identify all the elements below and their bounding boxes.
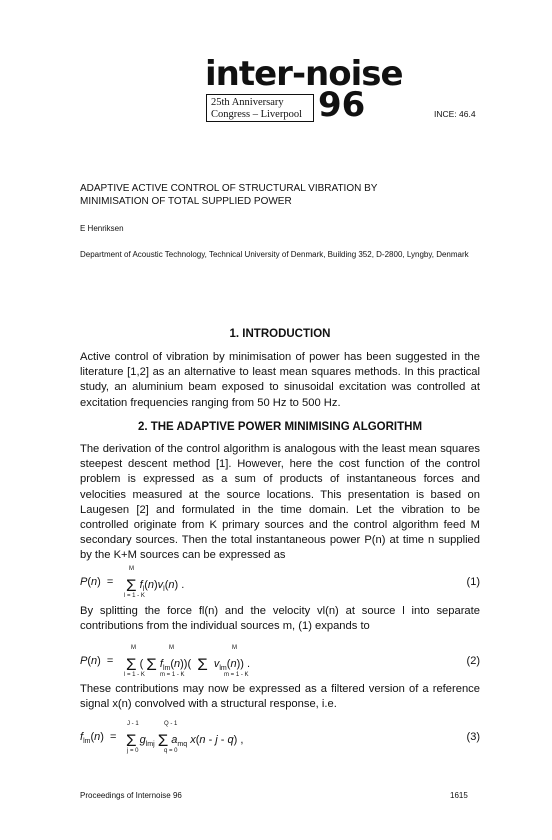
ince-code: INCE: 46.4 xyxy=(434,109,476,119)
section-2-paragraph: The derivation of the control algorithm is analogous with the least mean squares steepest descent method [1]. However, here the cost function of the control problem is expressed as a sum of products of instantaneous forces and velocities measured at the source locations. This presentation is based on Laugesen [2] and formulated in the time domain. Let the vibration to be controlled originate from K primary sources and the control algorithm feed M secondary sources. Then the total instantaneous power P(n) at time n supplied by the K+M sources can be expressed as xyxy=(80,443,480,562)
paper-author: E Henriksen xyxy=(80,224,124,233)
equation-2-body: Σ ( Σ $f_{lm}(n)$)( Σ $v_{lm}(n)$) . xyxy=(126,655,251,674)
paper-affiliation: Department of Acoustic Technology, Technical University of Denmark, Building 352, D-2800, Lyngby, Denmark xyxy=(80,250,469,259)
equation-2: P(n) = Σ ( Σ $f_{lm}(n)$)( Σ $v_{lm}(n)$) . M l = 1 - K M m = 1 - K M m = 1 - K (2) xyxy=(80,645,480,678)
equation-1-lhs: P(n) = xyxy=(80,576,114,588)
equation-3-body: Σ $g_{lmj}$ Σ $a_{mq}$ x(n - j - q) , xyxy=(126,731,244,750)
equation-3-number: (3) xyxy=(466,731,480,743)
paper-title xyxy=(80,182,480,208)
paper-title-line1: ADAPTIVE ACTIVE CONTROL OF STRUCTURAL VIBRATION BY xyxy=(80,183,378,194)
section-2-paragraph-2: By splitting the force fl(n) and the velocity vl(n) at source l into separate contributions from the individual sources m, (1) expands to xyxy=(80,605,480,633)
page-number: 1615 xyxy=(450,791,468,800)
paper-title-line2: MINIMISATION OF TOTAL SUPPLIED POWER xyxy=(80,196,292,207)
section-1-heading: 1. INTRODUCTION xyxy=(229,328,331,340)
logo-box-line1: 25th Anniversary xyxy=(211,97,284,108)
conference-logo-year: 96 xyxy=(318,85,366,125)
section-2-paragraph-3: These contributions may now be expressed as a filtered version of a reference signal x(n) convolved with a structural response, i.e. xyxy=(80,683,480,711)
equation-1: P(n) = Σ $f_l(n)v_l(n)$ . M l = 1 - K (1) xyxy=(80,566,480,599)
equation-2-number: (2) xyxy=(466,655,480,667)
section-1-paragraph: Active control of vibration by minimisation of power has been suggested in the literature [1,2] as an alternative to least mean squares methods. In this practical study, an aluminium beam exposed to sinusoidal excitation was controlled at excitation frequencies ranging from 50 Hz to 500 Hz. xyxy=(80,351,480,409)
equation-3-lhs: $f_{lm}(n)$ = xyxy=(80,731,117,746)
equation-3: $f_{lm}(n)$ = Σ $g_{lmj}$ Σ $a_{mq}$ x(n - j - q) , J - 1 j = 0 Q - 1 q = 0 (3) xyxy=(80,721,480,754)
section-2-heading: 2. THE ADAPTIVE POWER MINIMISING ALGORITHM xyxy=(137,421,423,433)
logo-box-line2: Congress – Liverpool xyxy=(211,109,302,120)
equation-1-body: Σ $f_l(n)v_l(n)$ . xyxy=(126,576,185,595)
footer-proceedings: Proceedings of Internoise 96 xyxy=(80,791,182,800)
conference-logo-text: inter-noise xyxy=(205,54,403,94)
equation-2-lhs: P(n) = xyxy=(80,655,114,667)
equation-1-number: (1) xyxy=(466,576,480,588)
conference-logo-box xyxy=(206,94,314,122)
